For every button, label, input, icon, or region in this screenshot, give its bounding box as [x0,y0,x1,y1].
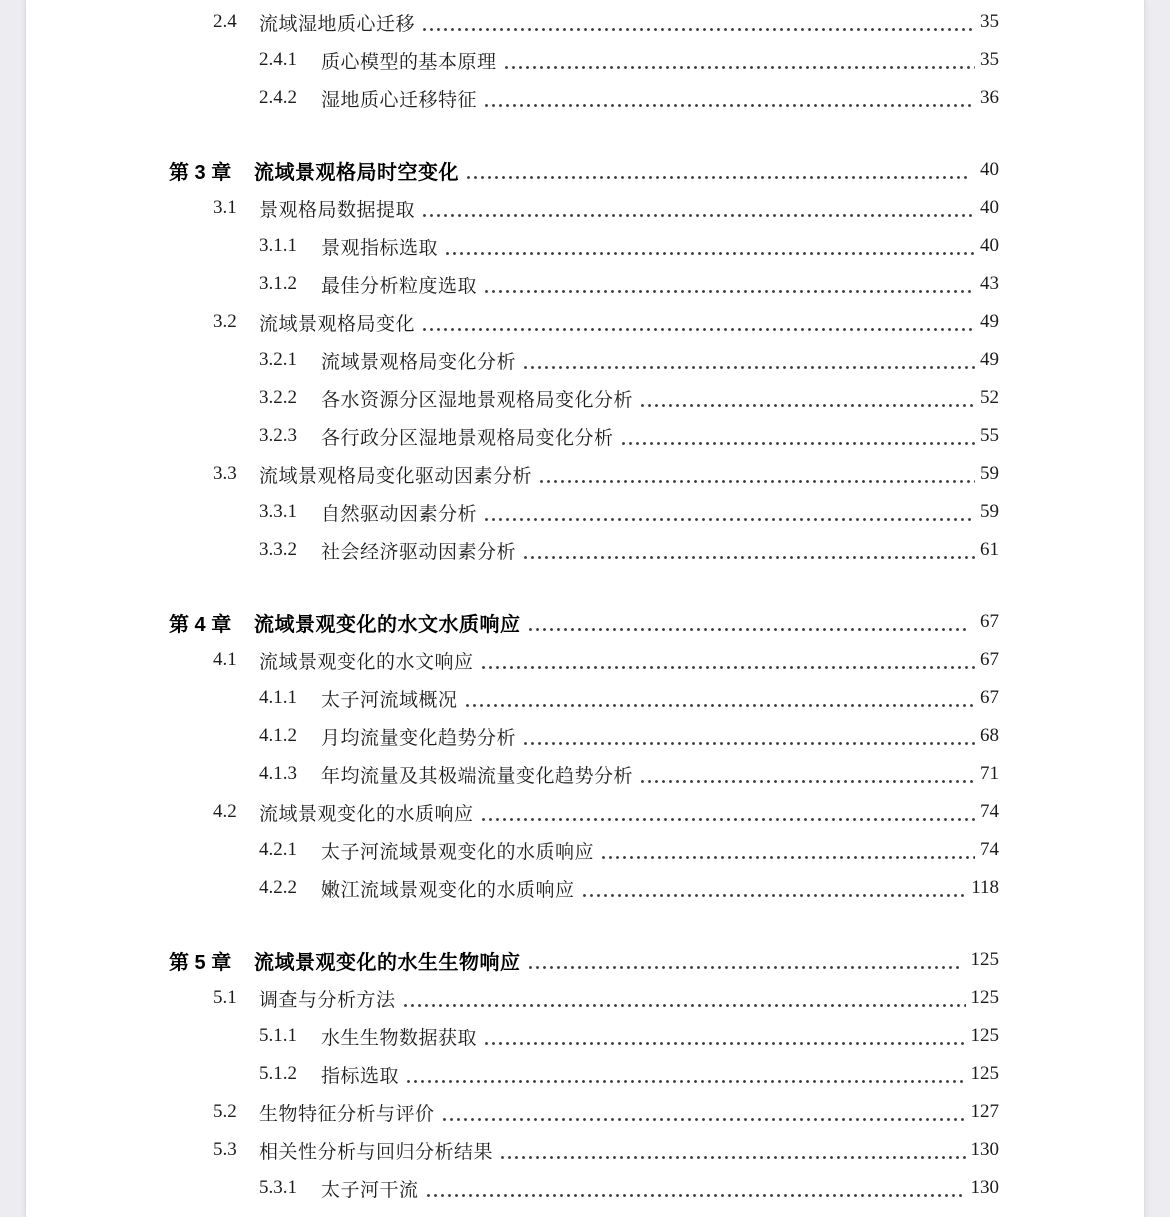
toc-entry [169,641,999,679]
dot-leader [464,679,975,717]
dot-leader [538,455,975,493]
toc-entry-title: 指标选取 [321,1065,400,1087]
toc-entry [169,531,999,569]
toc-entry-page-number: 67 [980,611,999,632]
toc-entry-title: 流域景观变化的水文响应 [259,651,474,673]
toc-entry-title: 流域景观格局变化 [259,313,416,335]
toc-entry-title: 质心模型的基本原理 [321,51,497,73]
toc-entry [169,379,999,417]
document-page [25,0,1145,1217]
toc-entry-page-number: 130 [970,1139,999,1160]
toc-entry-title: 生物特征分析与评价 [259,1103,435,1125]
dot-leader [441,1093,966,1131]
toc-entry [169,755,999,793]
toc-entry [169,303,999,341]
toc-entry-page-number: 36 [980,87,999,108]
dot-leader [444,227,975,265]
toc-entry [169,793,999,831]
toc-entry-number: 5.3.1 [259,1177,297,1198]
toc-entry-page-number: 59 [980,501,999,522]
dot-leader [522,341,975,379]
toc-entry-number: 5.1.1 [259,1025,297,1046]
dot-leader [522,717,975,755]
toc-entry [169,869,999,907]
toc-entry-number: 3.1 [213,197,237,218]
toc-entry-number: 2.4.1 [259,49,297,70]
dot-leader [425,1169,966,1207]
toc-entry-page-number: 71 [980,763,999,784]
toc-entry-page-number: 59 [980,463,999,484]
toc-entry-number: 4.1.2 [259,725,297,746]
toc-entry [169,1055,999,1093]
toc-entry-number: 4.1.1 [259,687,297,708]
toc-entry-page-number: 125 [970,1025,999,1046]
toc-entry-page-number: 74 [980,801,999,822]
toc-entry-title: 水生生物数据获取 [321,1027,478,1049]
toc-entry-title: 流域景观变化的水文水质响应 [254,613,521,636]
toc-entry [169,493,999,531]
toc-entry-number: 3.2.3 [259,425,297,446]
toc-entry-title: 流域湿地质心迁移 [259,13,416,35]
toc-entry-title: 流域景观变化的水生生物响应 [254,951,521,974]
toc-entry-number: 4.2.1 [259,839,297,860]
dot-leader [499,1131,965,1169]
toc-entry-number: 5.1 [213,987,237,1008]
dot-leader [480,793,975,831]
toc-entry-page-number: 43 [980,273,999,294]
toc-entry-title: 各水资源分区湿地景观格局变化分析 [321,389,634,411]
toc-entry-page-number: 118 [971,877,999,898]
toc-entry-title: 相关性分析与回归分析结果 [259,1141,494,1163]
toc-entry-title: 流域景观格局时空变化 [254,161,459,184]
toc-entry-page-number: 127 [970,1101,999,1122]
toc-entry-number: 3.3.2 [259,539,297,560]
dot-leader [639,379,975,417]
dot-leader [483,265,975,303]
toc-entry-title: 自然驱动因素分析 [321,503,478,525]
toc-entry [169,1131,999,1169]
toc-entry-number: 3.3.1 [259,501,297,522]
toc-entry [169,341,999,379]
toc-entry [169,679,999,717]
toc-entry-page-number: 52 [980,387,999,408]
toc-entry-number: 第 3 章 [169,161,232,184]
toc-entry-number: 3.3 [213,463,237,484]
toc-entry-title: 调查与分析方法 [259,989,396,1011]
toc-entry [169,831,999,869]
toc-entry-page-number: 35 [980,49,999,70]
toc-entry [169,265,999,303]
toc-entry-title: 太子河流域景观变化的水质响应 [321,841,595,863]
toc-entry [169,189,999,227]
toc-entry [169,603,999,641]
toc-entry-number: 4.1.3 [259,763,297,784]
toc-entry [169,3,999,41]
toc-entry-number: 4.2.2 [259,877,297,898]
toc-entry-page-number: 35 [980,11,999,32]
toc-entry [169,41,999,79]
toc-entry-page-number: 68 [980,725,999,746]
toc-entry-number: 3.1.2 [259,273,297,294]
toc-entry-number: 5.2 [213,1101,237,1122]
toc-entry-title: 太子河干流 [321,1179,419,1201]
dot-leader [402,979,966,1017]
dot-leader [421,303,975,341]
dot-leader [421,3,975,41]
toc-entry-title: 最佳分析粒度选取 [321,275,478,297]
toc-entry-title: 流域景观格局变化分析 [321,351,517,373]
dot-leader [421,189,975,227]
dot-leader [480,641,975,679]
toc-entry-number: 第 5 章 [169,951,232,974]
dot-leader [405,1055,965,1093]
dot-leader [620,417,975,455]
toc-entry-page-number: 40 [980,197,999,218]
toc-entry-number: 4.2 [213,801,237,822]
toc-entry-title: 景观格局数据提取 [259,199,416,221]
toc-entry-page-number: 125 [970,949,999,970]
toc-entry [169,417,999,455]
toc-entry-title: 年均流量及其极端流量变化趋势分析 [321,765,634,787]
toc-entry [169,1093,999,1131]
dot-leader [503,41,975,79]
toc-entry-page-number: 49 [980,349,999,370]
toc-entry-number: 3.2.2 [259,387,297,408]
toc-entry-title: 流域景观格局变化驱动因素分析 [259,465,533,487]
toc-entry-page-number: 74 [980,839,999,860]
toc-entry [169,151,999,189]
toc-entry-title: 社会经济驱动因素分析 [321,541,517,563]
toc-entry-page-number: 67 [980,649,999,670]
toc-entry [169,227,999,265]
toc-entry-number: 4.1 [213,649,237,670]
dot-leader [527,941,960,979]
toc-entry-page-number: 125 [970,1063,999,1084]
toc-entry-title: 各行政分区湿地景观格局变化分析 [321,427,614,449]
toc-entry-title: 嫩江流域景观变化的水质响应 [321,879,575,901]
toc-entry [169,455,999,493]
toc-entry-page-number: 40 [980,159,999,180]
toc-entry [169,1169,999,1207]
toc-entry-title: 太子河流域概况 [321,689,458,711]
toc-entry [169,79,999,117]
toc-entry-page-number: 130 [970,1177,999,1198]
toc-entry-number: 3.2 [213,311,237,332]
toc-entry-title: 景观指标选取 [321,237,439,259]
toc-entry-number: 第 4 章 [169,613,232,636]
toc-entry-page-number: 125 [970,987,999,1008]
toc-entry-number: 5.1.2 [259,1063,297,1084]
toc-entry-page-number: 40 [980,235,999,256]
dot-leader [600,831,975,869]
toc-entry [169,1017,999,1055]
dot-leader [581,869,967,907]
dot-leader [639,755,975,793]
toc-entry [169,717,999,755]
toc-entry [169,979,999,1017]
toc-entry-title: 湿地质心迁移特征 [321,89,478,111]
table-of-contents [169,0,999,1207]
toc-entry-title: 月均流量变化趋势分析 [321,727,517,749]
toc-entry [169,941,999,979]
toc-entry-page-number: 61 [980,539,999,560]
toc-entry-page-number: 67 [980,687,999,708]
dot-leader [522,531,975,569]
toc-entry-page-number: 49 [980,311,999,332]
toc-entry-number: 5.3 [213,1139,237,1160]
dot-leader [465,151,969,189]
toc-entry-number: 3.1.1 [259,235,297,256]
dot-leader [483,79,975,117]
dot-leader [527,603,970,641]
toc-entry-number: 3.2.1 [259,349,297,370]
toc-entry-title: 流域景观变化的水质响应 [259,803,474,825]
dot-leader [483,1017,965,1055]
dot-leader [483,493,975,531]
toc-entry-number: 2.4.2 [259,87,297,108]
toc-entry-page-number: 55 [980,425,999,446]
toc-entry-number: 2.4 [213,11,237,32]
